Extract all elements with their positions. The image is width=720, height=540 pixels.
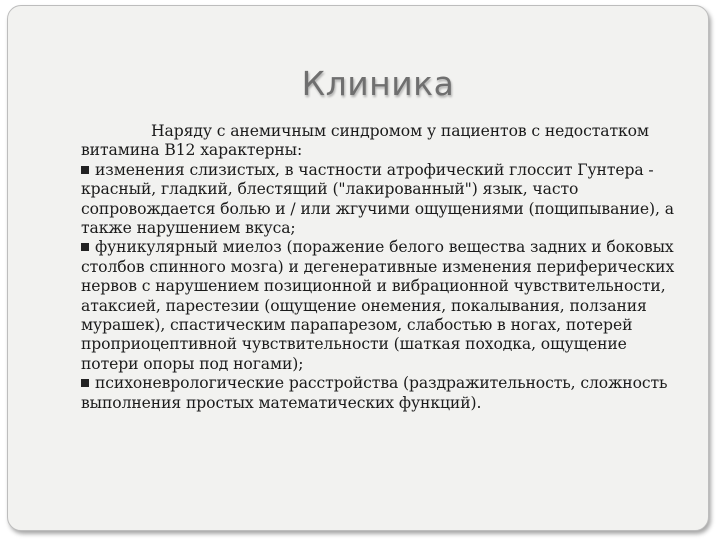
list-item (81, 374, 681, 413)
square-bullet-icon (81, 379, 89, 387)
slide-body (81, 122, 681, 413)
list-item-text: фуникулярный миелоз (поражение белого вещества задних и боковых столбов спинного мозга) и дегенеративные изменения периферических нервов с нарушением позиционной и вибрационной чувствительности, атаксией, парестезии (ощущение онемения, покалывания, ползания мурашек), спастическим парапарезом, слабостью в ногах, потерей проприоцептивной чувствительности (шаткая походка, ощущение потери опоры под ногами); (81, 238, 675, 373)
square-bullet-icon (81, 243, 89, 251)
square-bullet-icon (81, 166, 89, 174)
slide-title: Клиника (301, 64, 455, 103)
list-item-text: психоневрологические расстройства (раздражительность, сложность выполнения простых математических функций). (81, 374, 668, 412)
list-item (81, 238, 681, 374)
intro-paragraph: Наряду с анемичным синдромом у пациентов с недостатком витамина В12 характерны: (81, 122, 649, 160)
list-item (81, 161, 681, 239)
list-item-text: изменения слизистых, в частности атрофический глоссит Гунтера - красный, гладкий, блестящий ("лакированный") язык, часто сопровождается болью и / или жгучими ощущениями (пощипывание), а также нарушением вкуса; (81, 160, 674, 238)
slide-panel (7, 5, 709, 531)
